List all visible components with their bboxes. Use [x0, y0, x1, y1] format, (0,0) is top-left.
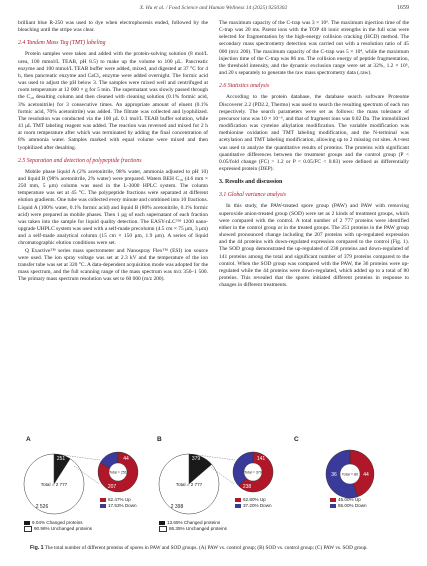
section-heading-3-1: 3.1 Global variance analysis	[219, 192, 286, 199]
paragraph: Protein samples were taken and added with the protein-solving solution (8 mol/L urea, 100 mmol/L TEAB, pH 8.5) to make up the volume to 100 μL. Pancreatic enzyme and 100 mmol/L TEAB buffer were added, mixed, and digested at 37 °C for 4 h, then pancreatic enzyme and CaCl₂ enzyme were added overnight. The formic acid was used to adjust the pH below 3. The samples were mixed well and centrifuged at room temperature at 12 000 × g for 5 min. The supernatant was slowly passed through the C₁₈ desalting column and then cleaned with cleaning solution (0.1% formic acid, 3% acetonitrile) for 3 consecutive times. An appropriate amount of eluent (0.1% formic acid, 70% acetonitrile) was added. The filtrate was collected and lyophilized. The resolution was conducted via the 100 μL 0.1 mol/L TEAB buffer solution, while 41 μL TMT labeling reagent was added. The reaction was reversed and mixed for 2 h at room temperature after which was terminated by adding the final concentration of 8% ammonia water. Samples marked with equal volume were mixed and then lyophilized after desalting.	[18, 51, 208, 151]
legend-inner	[330, 497, 367, 509]
paragraph: Q Exactive™ series mass spectrometer and Nanospray Flex™ (ESI) ion source were used. The ion spray voltage was set at 2.3 kV and the temperature of the ion transfer tube was set at 320 °C. A data-dependent acquisition mode was adopted for the mass spectrum, and the full scanning range of the mass spectrum was m/z 350–1 500. The primary mass spectrum resolution was set to 60 000 (m/z 200).	[18, 247, 208, 283]
right-column	[219, 20, 409, 289]
left-column	[18, 20, 208, 283]
paragraph: According to the protein database, the database search software Proteome Discoverer 2.2 (PD2.2, Thermo) was used to search the resulting spectrum of each run respectively. The search parameters were set as follows: the mass tolerance of precursor ions was 10 × 10⁻⁶, and that of fragment ions was 0.02 Da. The immobilized modification was cysteine alkylation modification. The variable modification was methionine oxidation and TMT labeling modification, and the N-terminal was acetylation and TMT labeling modification, allowing up to 2 missing cut sites. A t-test was used to analyze the quantitative results of proteins. The proteins with significant quantitative differences between the treatment groups and the control group (P < 0.05/fold change (FC) > 1.2 or P < 0.05/FC < 0.83) were defined as differentially expressed protein (DEP).	[219, 94, 409, 172]
legend-swatch	[24, 521, 30, 525]
caption-text: The total number of different proteins of spores in PAW and SOD groups. (A) PAW vs. control group; (B) SOD vs. control group; (C) PAW vs. SOD group.	[44, 545, 368, 551]
outer-total-label: Total = 2 777	[40, 482, 68, 487]
legend-swatch	[235, 504, 241, 508]
figure-caption	[30, 545, 409, 552]
section-heading-2-4: 2.4 Tandem Mass Tag (TMT) labeling	[18, 40, 106, 47]
legend-inner	[235, 497, 272, 509]
section-heading-3: 3. Results and discussion	[219, 179, 283, 186]
changed-value-label: 379	[191, 456, 201, 462]
panel-label: A	[26, 436, 31, 443]
legend-swatch	[24, 526, 32, 532]
paragraph: Mobile phase liquid A (2% acetonitrile, 98% water, ammonia adjusted to pH 10) and liquid B (98% acetonitrile, 2% water) were prepared. Waters BEH C₁₈ (4.6 mm × 250 mm, 5 μm) column was used in the L-3000 HPLC system. The column temperature was set at 45 °C. The polypeptide fractions were separated at different elution gradients. One tube was collected every minute and combined into 10 fractions. Liquid A (100% water, 0.1% formic acid) and liquid B (80% acetonitrile, 0.1% formic acid) were prepared as mobile phases. Then 1 μg of each supernatant of each fraction was taken into the sample for liquid quality detection. The EASY-nLC™ 1200 nano-upgrade UHPLC system was used with a self-made precolumn (4.5 cm × 75 μm, 3 μm) and a self-made analytical column (15 cm × 150 μm, 1.9 μm). A series of liquid chromatographic elution conditions were set.	[18, 168, 208, 247]
legend-entry: 82.47% Up	[108, 497, 131, 502]
legend-swatch	[159, 521, 165, 525]
legend-entry: 62.80% Up	[243, 497, 266, 502]
legend-entry: 17.53% Down	[108, 503, 137, 508]
legend-swatch	[330, 498, 336, 502]
legend-swatch	[100, 504, 106, 508]
legend-entry: 90.96% Unchanged proteins	[34, 526, 92, 531]
down-value-label: 44	[123, 456, 129, 462]
unchanged-value-label: 2 398	[170, 504, 184, 510]
legend-outer	[24, 520, 92, 532]
legend-swatch	[100, 498, 106, 502]
panel-label: C	[294, 436, 299, 443]
legend-outer	[159, 520, 227, 532]
up-value-label: 207	[107, 484, 117, 490]
inner-total-label: Total = 379	[244, 470, 262, 475]
paragraph: In this study, the PAW-treated spore group (PAW) and PAW with removing superoxide anion-treated group (SOD) were set as 2 kinds of treatment groups, which were compared with the control. A total number of 2 777 proteins were identified either in the control group or in the treated groups. The 251 proteins in the PAW group showed pronounced change including the 207 proteins with up-regulated expression and the 44 proteins with down-regulated expression compared to the control (Fig. 1). The SOD group demonstrated the up-regulated of 238 proteins and down-regulated of 141 proteins among the total and significant number of 379 proteins compared to the control. When the SOD group was compared with the PAW, the 36 proteins were up-regulated while the 44 proteins were down-regulated, which added up to a total of 80 proteins. This revealed that the spores initiated different proteins in response to changes in different treatments.	[219, 203, 409, 289]
down-value-label: 141	[256, 456, 266, 462]
legend-entry: 9.04% Changed proteins	[32, 520, 83, 525]
outer-total-label: Total = 2 777	[175, 482, 203, 487]
inner-total-label: Total = 251	[109, 470, 127, 475]
legend-entry: 86.35% Unchanged proteins	[169, 526, 227, 531]
unchanged-value-label: 2 526	[35, 504, 49, 510]
panel-c	[290, 438, 408, 538]
legend-swatch	[330, 504, 336, 508]
legend-swatch	[235, 498, 241, 502]
running-header	[18, 5, 409, 15]
legend-entry: 37.20% Down	[243, 503, 272, 508]
section-heading-2-6: 2.6 Statistics analysis	[219, 83, 270, 90]
legend-entry: 45.00% Up	[338, 497, 361, 502]
legend-swatch	[159, 526, 167, 532]
total-label: Total = 80	[341, 472, 359, 477]
up-value-label: 36	[331, 472, 337, 478]
changed-value-label: 251	[56, 456, 66, 462]
legend-inner	[100, 497, 137, 509]
legend-entry: 55.00% Down	[338, 503, 367, 508]
section-heading-2-5: 2.5 Separation and detection of polypeptide fractions	[18, 157, 142, 164]
up-value-label: 238	[242, 484, 252, 490]
panel-b	[153, 438, 283, 538]
paragraph: brilliant blue R-250 was used to dye when electrophoresis ended, followed by the bleaching until the stripe was clear.	[18, 20, 208, 34]
panel-a	[18, 438, 148, 538]
page-number: 1659	[397, 5, 409, 11]
figure-1	[18, 438, 408, 538]
down-value-label: 44	[363, 472, 369, 478]
running-title: X. Hu et al. / Food Science and Human Wellness 14 (2025) 9250302	[139, 5, 288, 11]
paragraph: The maximum capacity of the C-trap was 3 × 10⁶. The maximum injection time of the C-trap was 20 ms. Parent ions with the TOP 40 ionic strengths in the full scan were selected for fragmentation by the high-energy collision cracking (HCD) method. The secondary mass spectrometry detection was carried out with a resolution ratio of 45 000 (m/z 200). The maximum capacity of the C-trap was 5 × 10⁴, while the maximum injection time of the C-trap was 86 ms. The collision energy of peptide fragmentation, the threshold intensity, and the dynamic exclusion range were set at 32%, 1.2 × 10⁵, and 20 s separately to generate the raw mass spectrometry data (.raw).	[219, 20, 409, 77]
panel-label: B	[157, 436, 162, 443]
caption-label: Fig. 1	[30, 545, 44, 551]
legend-entry: 13.65% Changed proteins	[167, 520, 221, 525]
